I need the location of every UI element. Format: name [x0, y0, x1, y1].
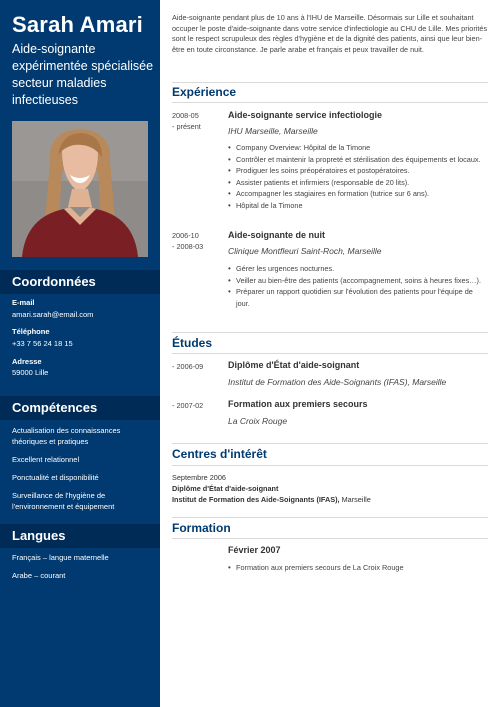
skill-item: Ponctualité et disponibilité: [12, 473, 99, 482]
education-title: Diplôme d'État d'aide-soignant: [228, 360, 360, 370]
job-date: [172, 110, 222, 132]
profile-summary: Aide-soignante pendant plus de 10 ans à l'IHU de Marseille. Désormais sur Lille et souhaitant occuper le poste d'aide-soignante dans votre service d'infectiologie au CHU de Lille. Mes priorités sont le respect scrupuleux des règles d'hygiène et de la dignité des patients, ainsi que leur bien-être en toute circonstance. Je parle arabe et français et peux travailler de nuit.: [172, 13, 488, 54]
job-date-start: 2006-10: [172, 231, 199, 240]
education-school: Institut de Formation des Aide-Soignants (IFAS), Marseille: [228, 377, 447, 387]
experience-section-title: Expérience: [172, 85, 237, 99]
main-content: [160, 0, 500, 707]
job-company: Clinique Montfleuri Saint-Roch, Marseille: [228, 246, 382, 256]
education-school: La Croix Rouge: [228, 416, 288, 426]
training-date: Février 2007: [228, 545, 281, 555]
job-date-start: 2008-05: [172, 111, 199, 120]
skill-item: Surveillance de l'hygiène de l'environnement et équipement: [12, 491, 115, 511]
skill-item: Actualisation des connaissances théoriques et pratiques: [12, 426, 121, 446]
language-item: Arabe – courant: [12, 571, 66, 580]
job-bullet: • Accompagner les stagiaires en formation (tutrice sur 6 ans).: [228, 188, 488, 200]
job-bullet: • Gérer les urgences nocturnes.: [228, 263, 488, 275]
divider: [172, 102, 488, 103]
phone-label: Téléphone: [12, 327, 50, 336]
job-bullet: • Assister patients et infirmiers (responsable de 20 lits).: [228, 177, 488, 189]
email-value[interactable]: amari.sarah@email.com: [12, 310, 94, 319]
divider: [172, 538, 488, 539]
contact-section-title: Coordonnées: [0, 270, 160, 294]
training-bullet: • Formation aux premiers secours de La Croix Rouge: [228, 562, 488, 574]
divider: [172, 517, 488, 518]
education-date: - 2007-02: [172, 401, 204, 410]
job-date-end: - 2008-03: [172, 242, 204, 251]
divider: [172, 332, 488, 333]
job-bullet: • Veiller au bien-être des patients (accompagnement, soins à heures fixes…).: [228, 275, 488, 287]
education-date: - 2006-09: [172, 362, 204, 371]
interests-date: Septembre 2006: [172, 473, 226, 482]
job-bullets: [228, 263, 488, 309]
job-title: Aide-soignante service infectiologie: [228, 110, 383, 120]
languages-section-title: Langues: [0, 524, 160, 548]
job-bullet: • Préparer un rapport quotidien sur l'évolution des patients pour l'équipe de jour.: [228, 286, 488, 309]
address-label: Adresse: [12, 357, 42, 366]
education-title: Formation aux premiers secours: [228, 399, 368, 409]
phone-value[interactable]: +33 7 56 24 18 15: [12, 339, 73, 348]
job-date-end: - présent: [172, 122, 201, 131]
divider: [172, 443, 488, 444]
sidebar: [0, 0, 160, 707]
interests-line: Diplôme d'État d'aide-soignant: [172, 484, 279, 493]
education-section-title: Études: [172, 336, 213, 350]
skill-item: Excellent relationnel: [12, 455, 80, 464]
job-bullet: • Company Overview: Hôpital de la Timone: [228, 142, 488, 154]
divider: [172, 82, 488, 83]
divider: [172, 465, 488, 466]
job-title: Aide-soignante de nuit: [228, 230, 326, 240]
address-value: 59000 Lille: [12, 368, 49, 377]
language-item: Français – langue maternelle: [12, 553, 109, 562]
interests-line: [172, 495, 371, 504]
training-section-title: Formation: [172, 521, 231, 535]
divider: [172, 353, 488, 354]
profile-photo: [12, 121, 148, 257]
job-company: IHU Marseille, Marseille: [228, 126, 318, 136]
candidate-subtitle: Aide-soignante expérimentée spécialisée secteur maladies infectieuses: [12, 42, 154, 107]
job-date: [172, 230, 222, 252]
interests-section-title: Centres d'intérêt: [172, 447, 267, 461]
email-label: E-mail: [12, 298, 35, 307]
interests-city: Marseille: [339, 495, 371, 504]
skills-section-title: Compétences: [0, 396, 160, 420]
job-bullet: • Hôpital de la Timone: [228, 200, 488, 212]
candidate-name: Sarah Amari: [12, 12, 143, 37]
profile-photo-illustration: [12, 121, 148, 257]
training-bullets: [228, 562, 488, 574]
job-bullets: [228, 142, 488, 211]
job-bullet: • Prodiguer les soins préopératoires et postopératoires.: [228, 165, 488, 177]
job-bullet: • Contrôler et maintenir la propreté et stérilisation des équipements et locaux.: [228, 154, 488, 166]
interests-institution: Institut de Formation des Aide-Soignants (IFAS),: [172, 495, 340, 504]
